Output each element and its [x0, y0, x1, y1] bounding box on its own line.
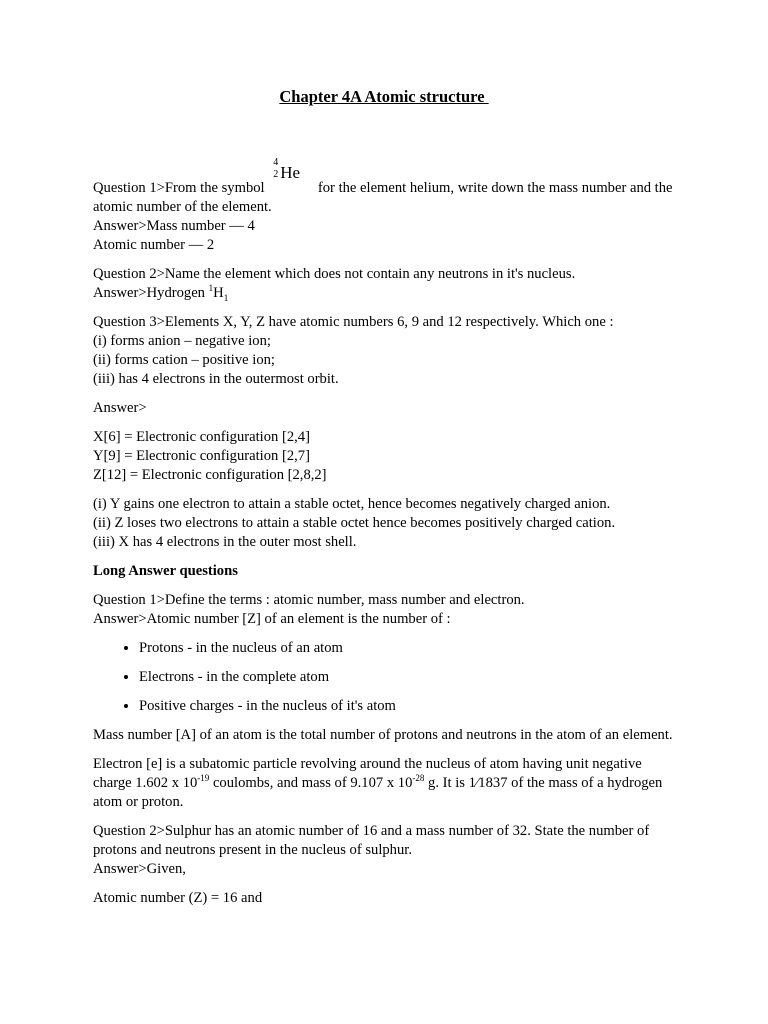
question-3-part-iii: (iii) has 4 electrons in the outermost orbit.: [93, 371, 339, 387]
long-question-1-text: Question 1>Define the terms : atomic number, mass number and electron.: [93, 592, 525, 608]
hydrogen-atomic-number: 1: [223, 292, 229, 303]
explanation-i: (i) Y gains one electron to attain a stable octet, hence becomes negatively charged anion.: [93, 496, 611, 512]
long-answer-2-given: Answer>Given,: [93, 861, 186, 877]
hydrogen-mass-number: 1: [208, 283, 214, 294]
charge-exponent: -19: [197, 773, 210, 784]
question-2-text: Question 2>Name the element which does not contain any neutrons in it's nucleus.: [93, 266, 576, 282]
long-question-2-text: Question 2>Sulphur has an atomic number of 16 and a mass number of 32. State the number of protons and neutrons present in the nucleus of sulphur.: [93, 823, 650, 858]
long-question-1: [93, 591, 683, 629]
helium-mass-number: 4: [273, 157, 279, 168]
answer-2: [93, 284, 683, 303]
long-answer-heading: Long Answer questions: [93, 563, 238, 579]
helium-symbol: [268, 157, 314, 192]
config-z: Z[12] = Electronic configuration [2,8,2]: [93, 467, 327, 483]
question-3-text: Question 3>Elements X, Y, Z have atomic numbers 6, 9 and 12 respectively. Which one :: [93, 314, 614, 330]
explanation-iii: (iii) X has 4 electrons in the outer most shell.: [93, 534, 357, 550]
document-body: [93, 157, 683, 918]
question-3-part-ii: (ii) forms cation – positive ion;: [93, 352, 275, 368]
answer-3-configurations: [93, 428, 683, 485]
electron-text-1: Electron [e] is a subatomic particle revolving around the nucleus of atom having unit negative charge 1.602 x 10: [93, 756, 642, 791]
answer-2-lead: Answer>Hydrogen: [93, 285, 209, 301]
question-3-part-i: (i) forms anion – negative ion;: [93, 333, 271, 349]
electron-text-2: coulombs, and mass of 9.107 x 10: [209, 775, 413, 791]
question-3: [93, 313, 683, 389]
helium-atomic-number: 2: [273, 169, 279, 180]
answer-3-label: Answer>: [93, 400, 147, 416]
list-item: • Electrons - in the complete atom: [139, 668, 683, 687]
list-item: • Protons - in the nucleus of an atom: [139, 639, 683, 658]
electron-definition: [93, 755, 683, 812]
answer-1-mass: Answer>Mass number — 4: [93, 218, 255, 234]
config-y: Y[9] = Electronic configuration [2,7]: [93, 448, 310, 464]
list-item: • Positive charges - in the nucleus of it's atom: [139, 697, 683, 716]
answer-3-explanation: [93, 495, 683, 552]
long-question-2: [93, 822, 683, 879]
atomic-number-given: Atomic number (Z) = 16 and: [93, 890, 263, 906]
electron-text-3: g. It is 1⁄1837 of the mass of a hydrogen atom or proton.: [93, 775, 663, 810]
mass-exponent: -28: [412, 773, 425, 784]
question-2: [93, 265, 683, 303]
explanation-ii: (ii) Z loses two electrons to attain a stable octet hence becomes positively charged cation.: [93, 515, 616, 531]
question-1-lead: Question 1>From the symbol: [93, 180, 269, 196]
question-1: [93, 157, 683, 255]
answer-1-atomic: Atomic number — 2: [93, 237, 215, 253]
page-title: Chapter 4A Atomic structure: [279, 87, 489, 106]
mass-number-definition: Mass number [A] of an atom is the total number of protons and neutrons in the atom of an element.: [93, 727, 673, 743]
long-answer-1-intro: Answer>Atomic number [Z] of an element is the number of :: [93, 611, 451, 627]
hydrogen-symbol: H: [213, 285, 224, 301]
question-1-rest: for the element helium, write down the mass number and the atomic number of the element.: [93, 180, 673, 215]
helium-element-symbol: He: [280, 163, 301, 182]
config-x: X[6] = Electronic configuration [2,4]: [93, 429, 310, 445]
atomic-number-list: [93, 639, 683, 716]
